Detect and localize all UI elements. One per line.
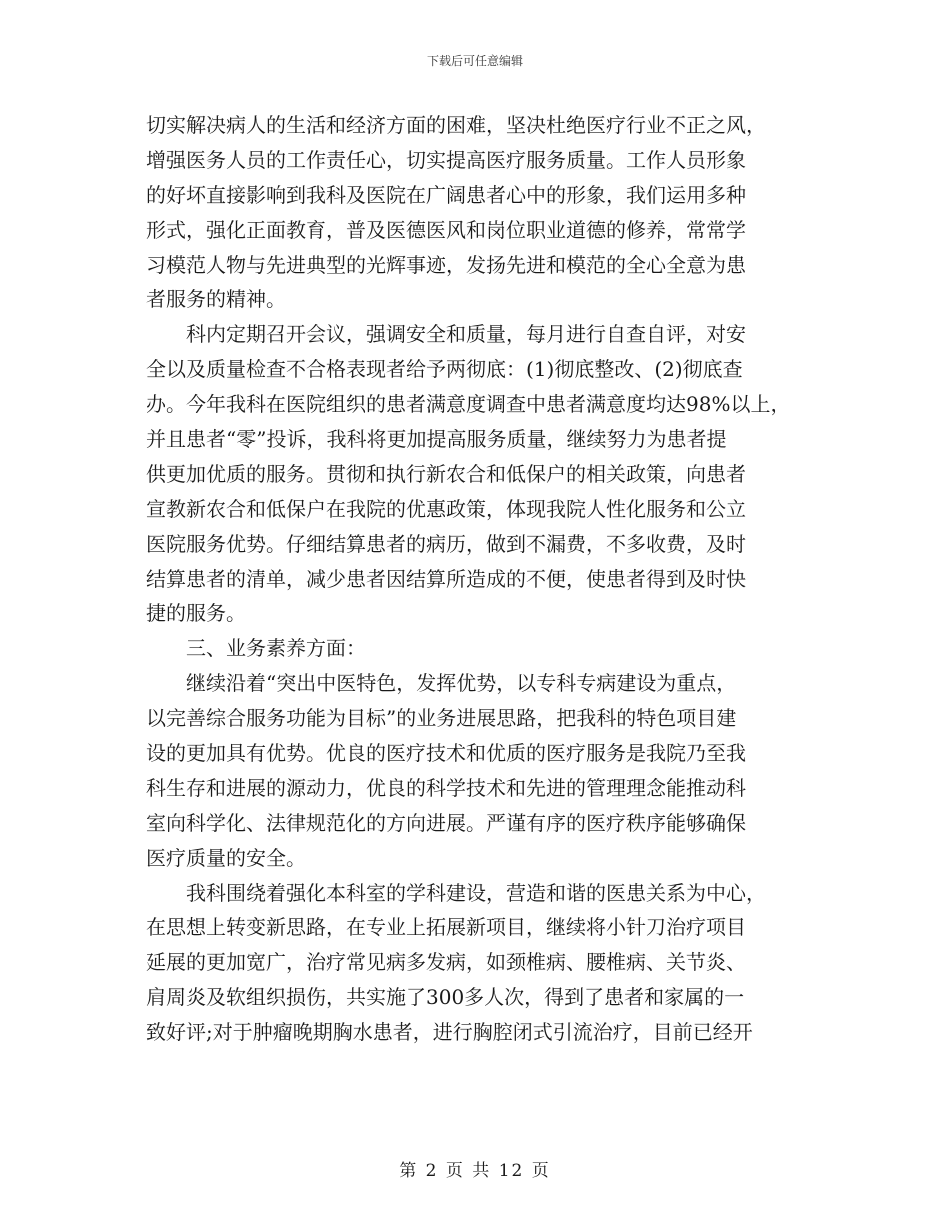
text-line: 宣教新农合和低保户在我院的优惠政策，体现我院人性化服务和公立 — [146, 496, 746, 521]
text-line: 室向科学化、法律规范化的方向进展。严谨有序的医疗秩序能够确保 — [146, 810, 746, 835]
text-line: 设的更加具有优势。优良的医疗技术和优质的医疗服务是我院乃至我 — [146, 741, 746, 766]
page-header: 下载后可任意编辑 — [426, 54, 523, 68]
text-line: 捷的服务。 — [146, 601, 246, 626]
text-line: 习模范人物与先进典型的光辉事迹，发扬先进和模范的全心全意为患 — [146, 252, 746, 277]
text-line: 延展的更加宽广，治疗常见病多发病，如颈椎病、腰椎病、关节炎、 — [146, 950, 746, 975]
text-line: 致好评;对于肿瘤晚期胸水患者，进行胸腔闭式引流治疗，目前已经开 — [146, 1020, 753, 1045]
text-line: 以完善综合服务功能为目标”的业务进展思路，把我科的特色项目建 — [146, 706, 737, 731]
text-line: 办。今年我科在医院组织的患者满意度调查中患者满意度均达98%以上， — [146, 392, 791, 417]
text-line: 医院服务优势。仔细结算患者的病历，做到不漏费，不多收费，及时 — [146, 531, 746, 556]
text-line: 结算患者的清单，减少患者因结算所造成的不便，使患者得到及时快 — [146, 566, 746, 591]
text-line: 增强医务人员的工作责任心，切实提高医疗服务质量。工作人员形象 — [146, 147, 746, 172]
text-line: 肩周炎及软组织损伤，共实施了300多人次，得到了患者和家属的一 — [146, 985, 745, 1010]
text-line: 切实解决病人的生活和经济方面的困难，坚决杜绝医疗行业不正之风， — [146, 113, 766, 137]
paragraph-start-line: 科内定期召开会议，强调安全和质量，每月进行自查自评，对安 — [186, 322, 746, 347]
text-line: 的好坏直接影响到我科及医院在广阔患者心中的形象，我们运用多种 — [146, 182, 746, 207]
paragraph-start-line: 继续沿着“突出中医特色，发挥优势，以专科专病建设为重点， — [186, 671, 737, 696]
page-number-footer: 第 2 页 共 12 页 — [399, 1161, 551, 1181]
text-line: 全以及质量检查不合格表现者给予两彻底：(1)彻底整改、(2)彻底查 — [146, 357, 743, 382]
paragraph-start-line: 我科围绕着强化本科室的学科建设，营造和谐的医患关系为中心， — [186, 880, 766, 905]
section-heading: 三、业务素养方面： — [186, 636, 366, 661]
text-line: 科生存和进展的源动力，优良的科学技术和先进的管理理念能推动科 — [146, 775, 746, 800]
text-line: 在思想上转变新思路，在专业上拓展新项目，继续将小针刀治疗项目 — [146, 915, 746, 940]
document-body — [146, 108, 822, 1050]
text-line: 者服务的精神。 — [146, 287, 286, 312]
text-line: 形式，强化正面教育，普及医德医风和岗位职业道德的修养，常常学 — [146, 217, 746, 242]
text-line: 医疗质量的安全。 — [146, 845, 306, 870]
text-line: 供更加优质的服务。贯彻和执行新农合和低保户的相关政策，向患者 — [146, 461, 746, 486]
text-line: 并且患者“零”投诉，我科将更加提高服务质量，继续努力为患者提 — [146, 427, 727, 452]
